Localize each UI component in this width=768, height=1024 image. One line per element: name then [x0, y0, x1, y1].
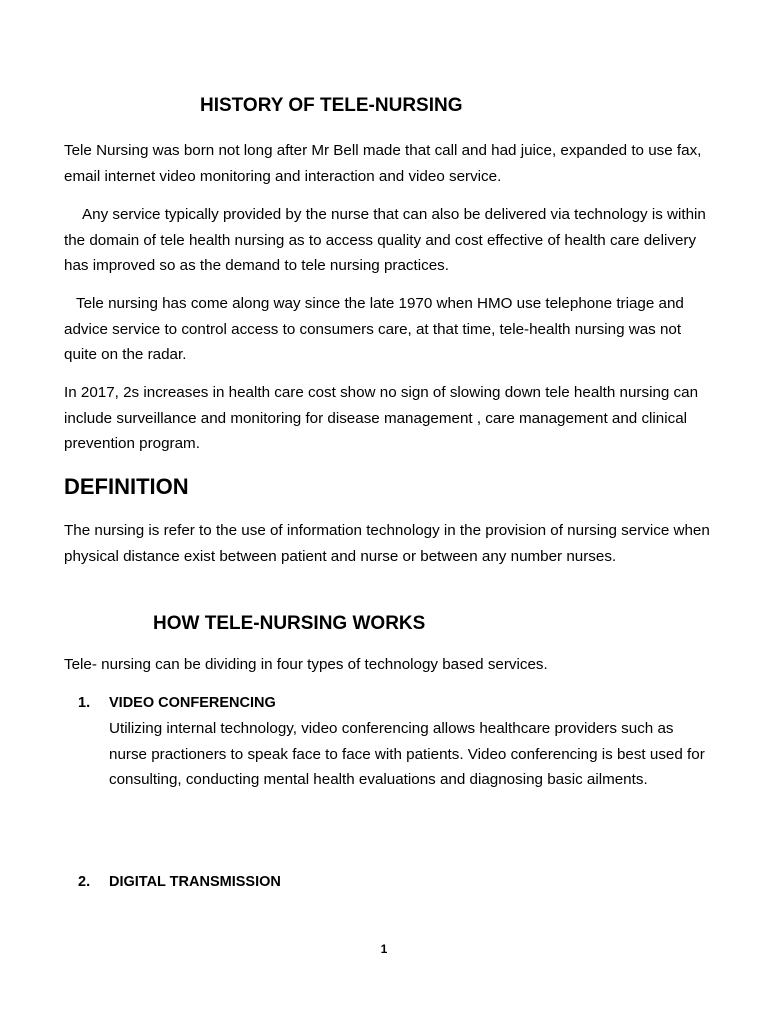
history-heading: HISTORY OF TELE-NURSING [200, 95, 463, 116]
list-item-title: VIDEO CONFERENCING [109, 695, 276, 711]
list-item-number: 2. [78, 874, 91, 890]
history-paragraph-4: In 2017, 2s increases in health care cost show no sign of slowing down tele health nursing can include surveillance and monitoring for disease management , care management and clinical prevention program. [64, 384, 699, 452]
works-heading: HOW TELE-NURSING WORKS [153, 613, 426, 634]
history-paragraph-2: Any service typically provided by the nurse that can also be delivered via technology is within the domain of tele health nursing as to access quality and cost effective of health care delivery has improved so as the demand to tele nursing practices. [64, 206, 706, 274]
history-paragraph-1: Tele Nursing was born not long after Mr Bell made that call and had juice, expanded to use fax, email internet video monitoring and interaction and video service. [64, 142, 702, 185]
list-item-body: Utilizing internal technology, video conferencing allows healthcare providers such as nurse practioners to speak face to face with patients. Video conferencing is best used for consulting, conducting mental health evaluations and diagnosing basic ailments. [109, 720, 705, 788]
page-number: 1 [380, 942, 388, 956]
works-intro: Tele- nursing can be dividing in four types of technology based services. [64, 656, 548, 673]
definition-heading: DEFINITION [64, 474, 189, 499]
definition-paragraph: The nursing is refer to the use of information technology in the provision of nursing service when physical distance exist between patient and nurse or between any number nurses. [64, 522, 710, 565]
list-item-title: DIGITAL TRANSMISSION [109, 874, 281, 890]
history-paragraph-3: Tele nursing has come along way since the late 1970 when HMO use telephone triage and advice service to control access to consumers care, at that time, tele-health nursing was not quite on the radar. [64, 295, 684, 363]
list-item-number: 1. [78, 695, 91, 711]
